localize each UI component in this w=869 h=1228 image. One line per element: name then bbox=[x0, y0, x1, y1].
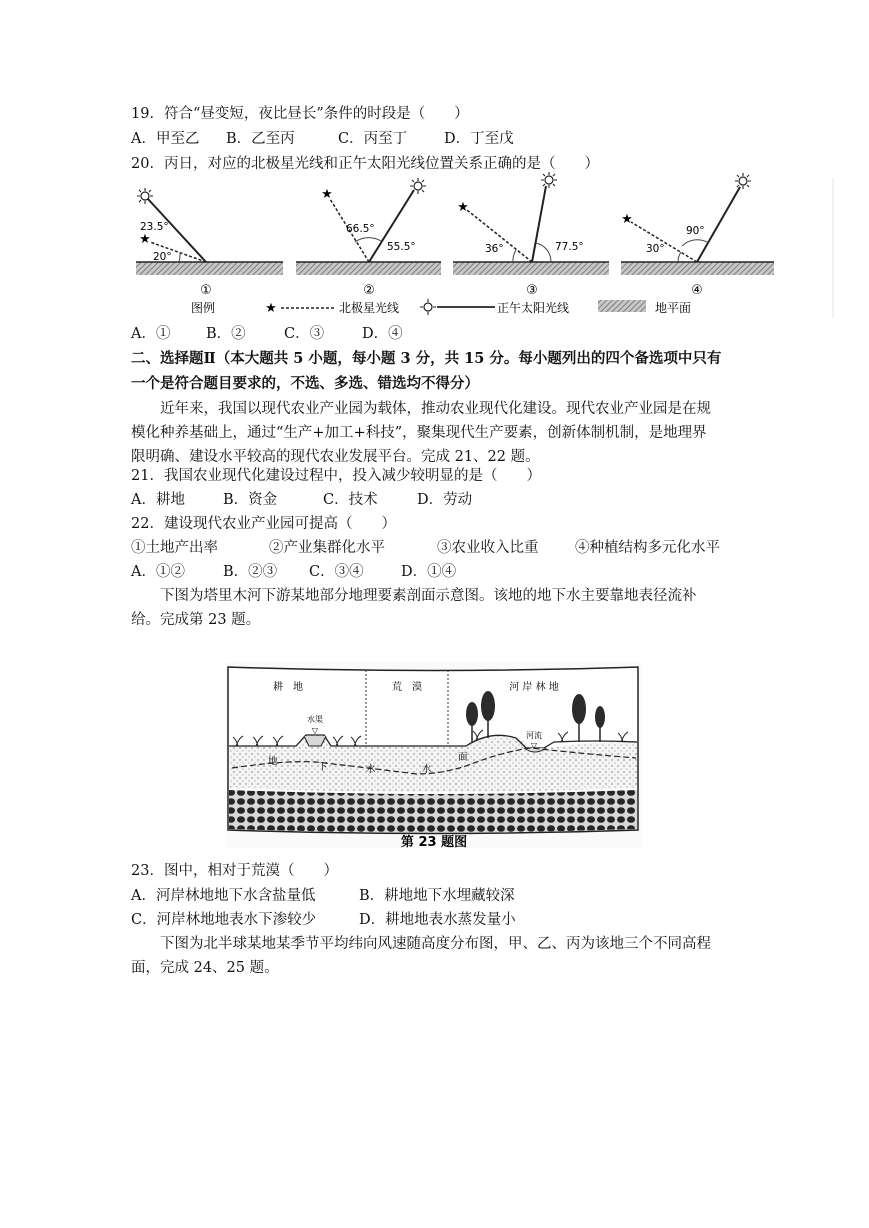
panel-4-angle-right: 90° bbox=[686, 225, 705, 237]
q20-stem: 20．丙日，对应的北极星光线和正午太阳光线位置关系正确的是（ ） bbox=[131, 156, 599, 172]
passage1-line-3: 限明确、建设水平较高的现代农业发展平台。完成 21、22 题。 bbox=[131, 449, 540, 465]
panel-1 bbox=[136, 188, 283, 298]
sun-icon bbox=[735, 173, 751, 189]
q23-options-row-2 bbox=[131, 910, 516, 930]
panel-2-angle-lower: 55.5° bbox=[387, 241, 416, 253]
sun-ray-3 bbox=[532, 186, 546, 262]
sun-icon bbox=[410, 178, 426, 194]
q23-stem: 23．图中，相对于荒漠（ ） bbox=[131, 863, 338, 879]
legend-ground-label: 地平面 bbox=[655, 301, 692, 315]
q22-item-4: ④种植结构多元化水平 bbox=[575, 540, 720, 556]
passage1-line-2: 模化种养基础上，通过“生产+加工+科技”，聚集现代生产要素，创新体制机制，是地理界 bbox=[131, 425, 707, 441]
q22-items bbox=[131, 538, 720, 558]
legend-sun-label: 正午太阳光线 bbox=[497, 301, 570, 315]
q21-option-a: A．耕地 bbox=[131, 492, 185, 508]
groundwater-char-3: 水 bbox=[366, 764, 376, 775]
q22-item-2: ②产业集群化水平 bbox=[269, 540, 385, 556]
q22-option-c: C．③④ bbox=[309, 564, 364, 580]
star-icon: ★ bbox=[139, 232, 151, 247]
panel-1-angle-upper: 23.5° bbox=[140, 221, 169, 233]
sun-icon bbox=[541, 172, 557, 188]
panel-4-number: ④ bbox=[691, 283, 703, 298]
q19-option-a: A．甲至乙 bbox=[131, 131, 200, 147]
passage3-line-2: 面，完成 24、25 题。 bbox=[131, 960, 279, 976]
q21-stem: 21．我国农业现代化建设过程中，投入减少较明显的是（ ） bbox=[131, 468, 541, 484]
canal-label: 水渠 bbox=[307, 715, 323, 724]
q23-option-d: D．耕地地表水蒸发量小 bbox=[359, 912, 516, 928]
q21-option-c: C．技术 bbox=[323, 492, 378, 508]
groundwater-char-2: 下 bbox=[318, 762, 328, 773]
star-icon: ★ bbox=[621, 212, 633, 227]
canal-marker-icon: ▽ bbox=[311, 726, 319, 735]
zone-farmland-label: 耕 地 bbox=[273, 682, 303, 693]
q20-option-d: D．④ bbox=[362, 326, 403, 342]
star-icon: ★ bbox=[321, 187, 333, 202]
q19-stem: 19．符合“昼变短，夜比昼长”条件的时段是（ ） bbox=[131, 106, 469, 122]
q19-option-c: C．丙至丁 bbox=[338, 131, 408, 147]
zone-desert-label: 荒 漠 bbox=[392, 682, 422, 693]
q22-option-d: D．①④ bbox=[401, 564, 457, 580]
q19-options bbox=[131, 129, 514, 149]
sun-icon bbox=[420, 299, 436, 315]
q19-option-b: B．乙至丙 bbox=[226, 131, 295, 147]
ground-2 bbox=[296, 262, 441, 275]
star-icon: ★ bbox=[265, 301, 277, 316]
q23-option-b: B．耕地地下水埋藏较深 bbox=[359, 888, 515, 904]
passage3-line-1: 下图为北半球某地某季节平均纬向风速随高度分布图，甲、乙、丙为该地三个不同高程 bbox=[160, 936, 711, 952]
q23-option-c: C．河岸林地地表水下渗较少 bbox=[131, 912, 317, 928]
panel-3 bbox=[453, 172, 609, 298]
q22-option-b: B．②③ bbox=[223, 564, 278, 580]
q22-item-1: ①土地产出率 bbox=[131, 540, 218, 556]
panel-1-number: ① bbox=[200, 283, 212, 298]
q21-option-b: B．资金 bbox=[223, 492, 278, 508]
figure-legend bbox=[191, 299, 691, 316]
q22-option-a: A．①② bbox=[131, 564, 185, 580]
section-heading-line-2: 一个是符合题目要求的，不选、多选、错选均不得分） bbox=[131, 375, 479, 392]
panel-4 bbox=[621, 173, 774, 298]
ground-1 bbox=[136, 262, 283, 275]
q20-option-a: A．① bbox=[131, 326, 171, 342]
q22-item-3: ③农业收入比重 bbox=[437, 540, 539, 556]
panel-2-number: ② bbox=[363, 283, 375, 298]
passage2-line-2: 给。完成第 23 题。 bbox=[131, 612, 261, 628]
legend-star-label: 北极星光线 bbox=[339, 301, 400, 315]
sun-icon bbox=[137, 188, 153, 204]
q23-option-a: A．河岸林地地下水含盐量低 bbox=[131, 888, 316, 904]
legend-ground-swatch bbox=[598, 300, 646, 312]
star-icon: ★ bbox=[457, 200, 469, 215]
q19-option-d: D．丁至戊 bbox=[444, 131, 514, 147]
panel-3-angle-right: 77.5° bbox=[555, 241, 584, 253]
zone-forest-label: 河 岸 林 地 bbox=[509, 682, 559, 693]
q21-option-d: D．劳动 bbox=[417, 492, 473, 508]
panel-4-angle-left: 30° bbox=[646, 243, 665, 255]
fig23-caption: 第 23 题图 bbox=[400, 835, 468, 848]
passage1-line-1: 近年来，我国以现代农业产业园为载体，推动农业现代化建设。现代农业产业园是在规 bbox=[160, 401, 711, 417]
groundwater-char-4: 水 bbox=[422, 764, 432, 775]
legend-title: 图例 bbox=[191, 301, 216, 315]
q20-options bbox=[131, 324, 403, 344]
q23-figure bbox=[226, 662, 642, 848]
river-marker-icon: ▽ bbox=[530, 741, 538, 750]
panel-2-angle-upper: 66.5° bbox=[346, 223, 375, 235]
panel-2 bbox=[296, 178, 441, 298]
q23-options-row-1 bbox=[131, 886, 515, 906]
q20-option-c: C．③ bbox=[284, 326, 325, 342]
groundwater-char-5: 面 bbox=[458, 752, 468, 763]
ground-3 bbox=[453, 262, 609, 275]
q20-option-b: B．② bbox=[206, 326, 246, 342]
section-heading-line-1: 二、选择题Ⅱ（本大题共 5 小题，每小题 3 分，共 15 分。每小题列出的四个备选项中只有 bbox=[131, 350, 722, 367]
q21-options bbox=[131, 490, 472, 510]
gravel-layer bbox=[229, 790, 637, 833]
q22-options bbox=[131, 562, 456, 582]
passage2-line-1: 下图为塔里木河下游某地部分地理要素剖面示意图。该地的地下水主要靠地表径流补 bbox=[160, 588, 697, 604]
river-label: 河流 bbox=[526, 731, 542, 740]
panel-3-angle-left: 36° bbox=[485, 243, 504, 255]
q20-figure bbox=[131, 170, 836, 320]
panel-3-number: ③ bbox=[526, 283, 538, 298]
panel-1-angle-lower: 20° bbox=[153, 251, 172, 263]
q22-stem: 22．建设现代农业产业园可提高（ ） bbox=[131, 516, 396, 532]
groundwater-char-1: 地 bbox=[268, 756, 278, 767]
ground-4 bbox=[621, 262, 774, 275]
